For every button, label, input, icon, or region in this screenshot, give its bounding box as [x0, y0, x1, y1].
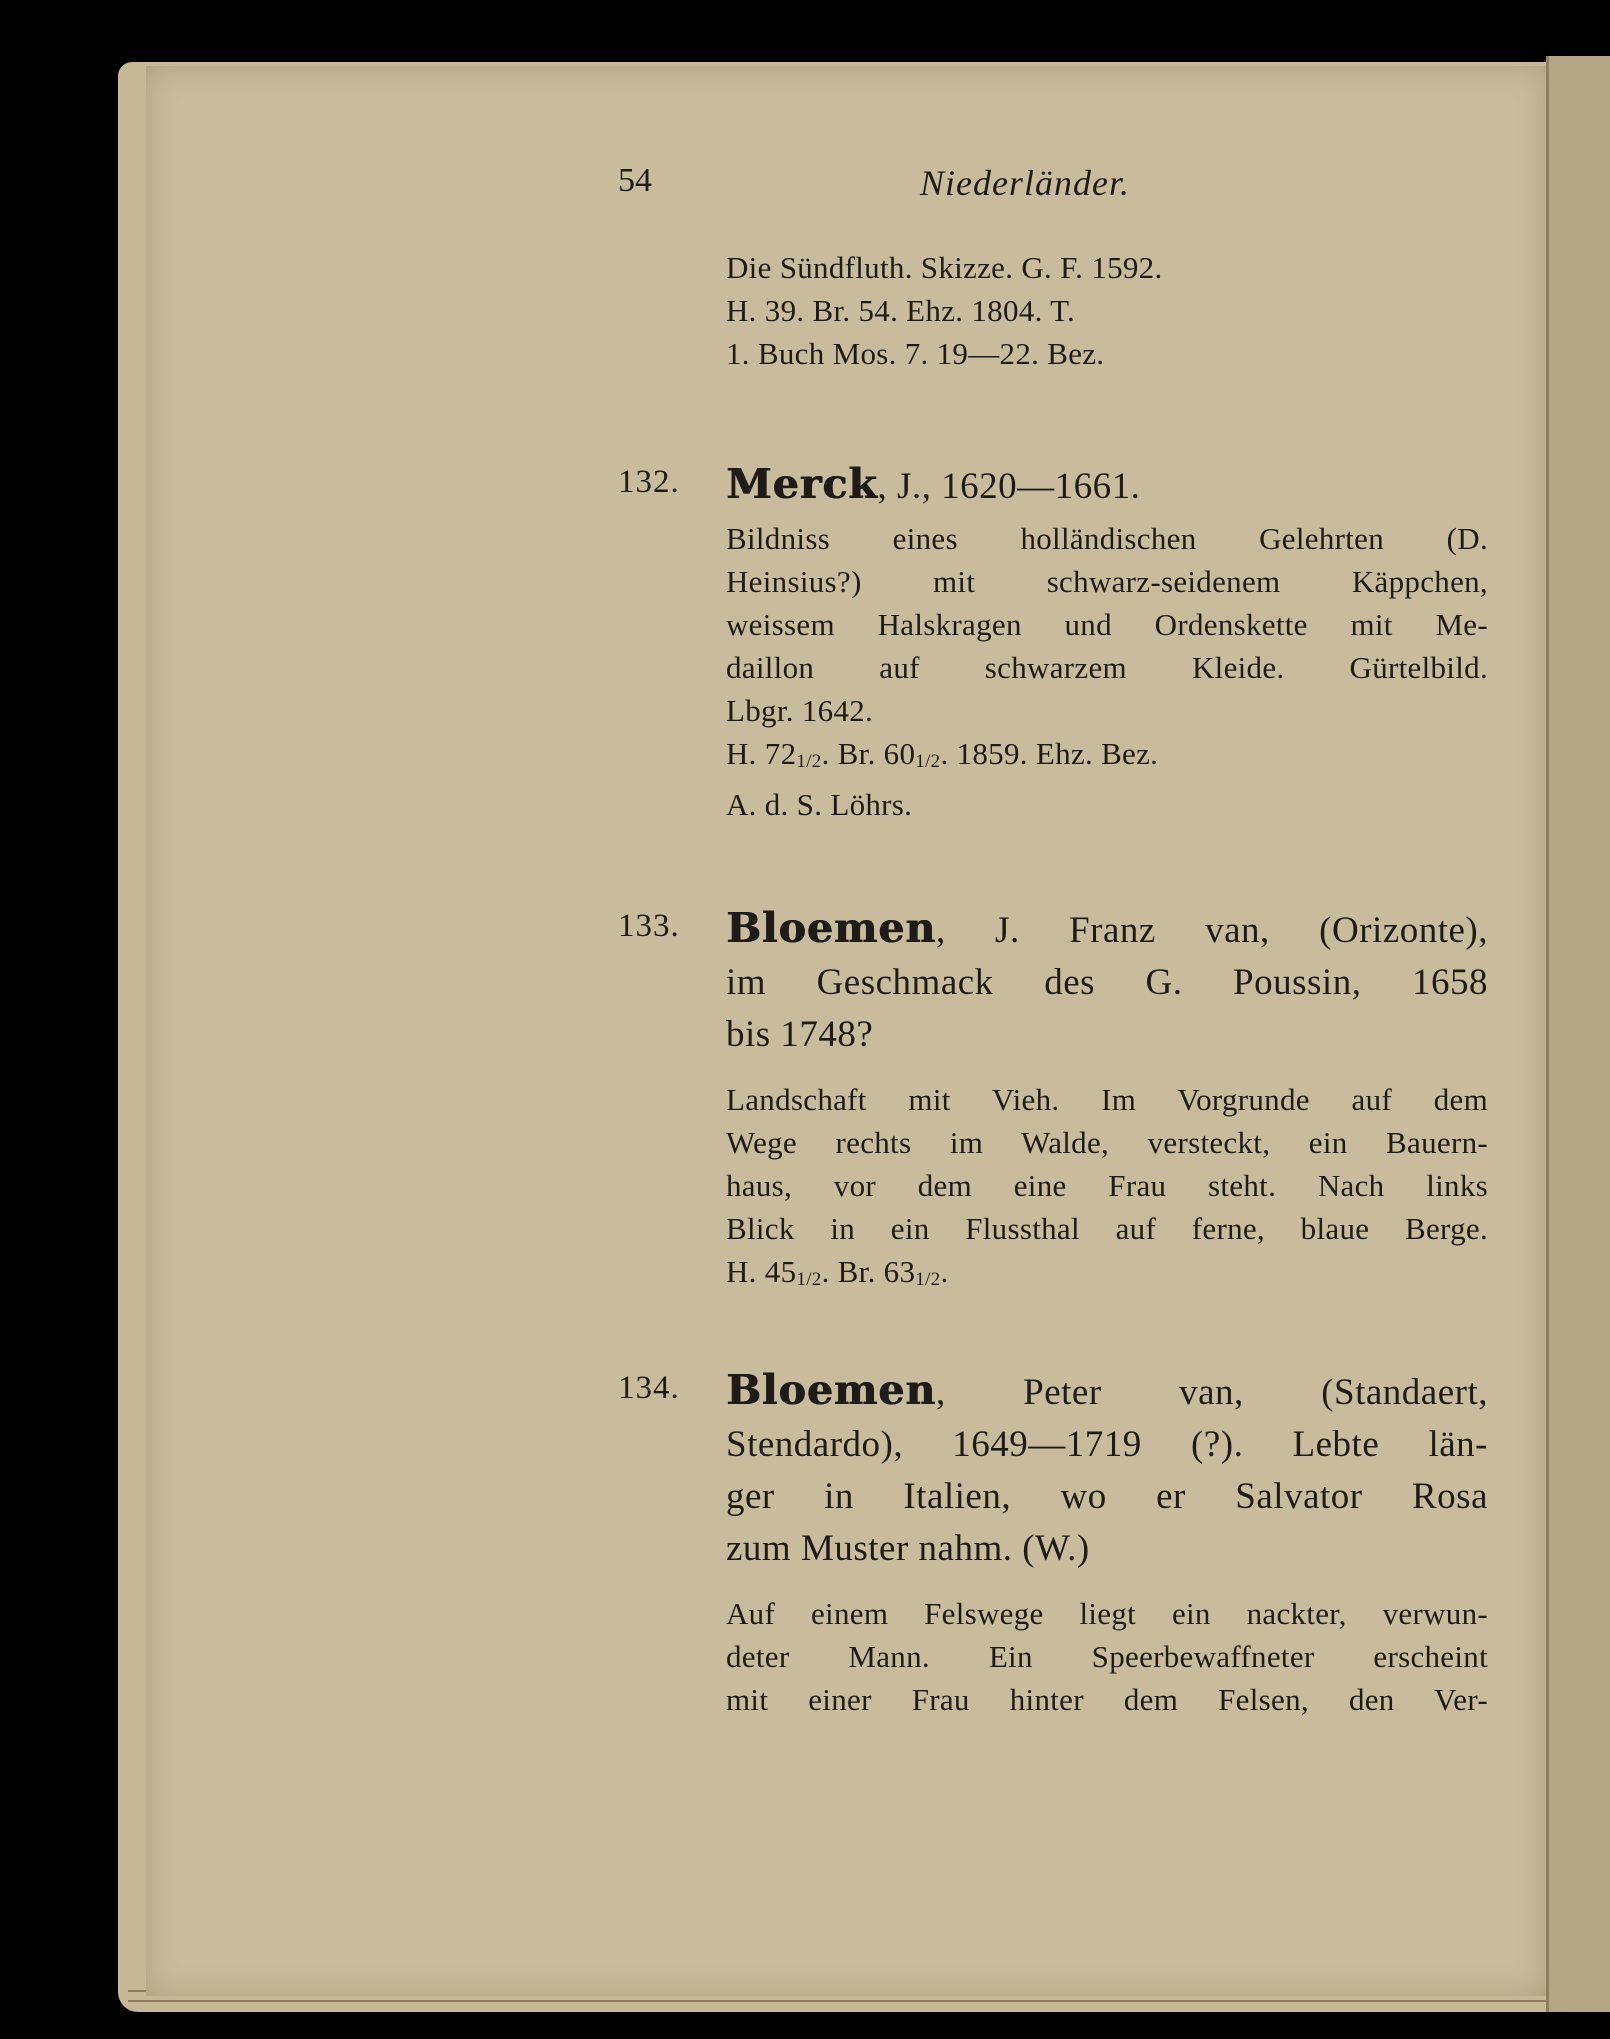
heading-line: ger in Italien, wo er Salvator Rosa	[726, 1476, 1488, 1517]
artist-name: Bloemen	[726, 904, 936, 952]
page-edge-line	[128, 2000, 1548, 2002]
continuation-entry	[618, 246, 1478, 386]
heading-line: bis 1748?	[726, 1014, 874, 1055]
text-line: Bildniss eines holländischen Gelehrten (D.	[726, 521, 1488, 556]
heading-text: , Peter van, (Standaert,	[935, 1372, 1488, 1413]
entry-heading	[726, 902, 1488, 1061]
text-line: haus, vor dem eine Frau steht. Nach links	[726, 1168, 1488, 1203]
continuation-text	[726, 246, 1488, 375]
entry-number: 132.	[618, 464, 680, 500]
catalog-entry-133	[618, 904, 1488, 1306]
dimensions-line	[726, 1250, 1488, 1301]
heading-line	[726, 1364, 1488, 1419]
text-line: daillon auf schwarzem Kleide. Gürtelbild.	[726, 650, 1488, 685]
text-line: Landschaft mit Vieh. Im Vorgrunde auf dem	[726, 1082, 1488, 1117]
catalog-entry-134	[618, 1366, 1488, 1748]
height-value: H. 45	[726, 1254, 797, 1289]
dimensions-rest: .	[940, 1254, 949, 1289]
heading-line: zum Muster nahm. (W.)	[726, 1528, 1090, 1569]
text-line: deter Mann. Ein Speerbewaffneter erscheint	[726, 1639, 1488, 1674]
heading-text: , J., 1620—1661.	[877, 466, 1141, 507]
text-line: weissem Halskragen und Ordenskette mit Me-	[726, 607, 1488, 642]
provenance-line: A. d. S. Löhrs.	[726, 787, 913, 822]
entry-number: 133.	[618, 908, 680, 944]
entry-description	[726, 1592, 1488, 1721]
breadth-value: . Br. 63	[821, 1254, 916, 1289]
page-title: Niederländer.	[920, 163, 1130, 203]
heading-line	[726, 902, 1488, 957]
breadth-fraction: 1/2	[915, 1269, 941, 1290]
page-number: 54	[618, 162, 652, 199]
text-line: Die Sündfluth. Skizze. G. F. 1592.	[726, 250, 1163, 285]
dimensions-rest: . 1859. Ehz. Bez.	[940, 736, 1159, 771]
catalog-entry-132	[618, 460, 1488, 822]
dimensions-line	[726, 732, 1488, 783]
heading-text: , J. Franz van, (Orizonte),	[935, 910, 1488, 951]
facing-page-edge	[1546, 56, 1610, 2012]
height-value: H. 72	[726, 736, 797, 771]
heading-line: Stendardo), 1649—1719 (?). Lebte län-	[726, 1424, 1488, 1465]
entry-heading	[726, 1364, 1488, 1575]
text-line: 1. Buch Mos. 7. 19—22. Bez.	[726, 336, 1105, 371]
running-head	[618, 162, 1348, 210]
artist-name: Merck	[726, 460, 878, 508]
text-line: Blick in ein Flussthal auf ferne, blaue Berge.	[726, 1211, 1488, 1246]
entry-description	[726, 517, 1488, 826]
entry-number: 134.	[618, 1370, 680, 1406]
entry-heading	[726, 458, 1488, 513]
height-fraction: 1/2	[796, 1269, 822, 1290]
text-line: Wege rechts im Walde, versteckt, ein Bauern-	[726, 1125, 1488, 1160]
text-line: Auf einem Felswege liegt ein nackter, verwun-	[726, 1596, 1488, 1631]
height-fraction: 1/2	[796, 751, 822, 772]
text-line: mit einer Frau hinter dem Felsen, den Ver-	[726, 1682, 1488, 1717]
text-line: Heinsius?) mit schwarz-seidenem Käppchen,	[726, 564, 1488, 599]
artist-name: Bloemen	[726, 1366, 936, 1414]
signature-line: Lbgr. 1642.	[726, 693, 874, 728]
breadth-value: . Br. 60	[821, 736, 916, 771]
entry-description	[726, 1078, 1488, 1301]
breadth-fraction: 1/2	[915, 751, 941, 772]
text-line: H. 39. Br. 54. Ehz. 1804. T.	[726, 293, 1076, 328]
heading-line: im Geschmack des G. Poussin, 1658	[726, 962, 1488, 1003]
